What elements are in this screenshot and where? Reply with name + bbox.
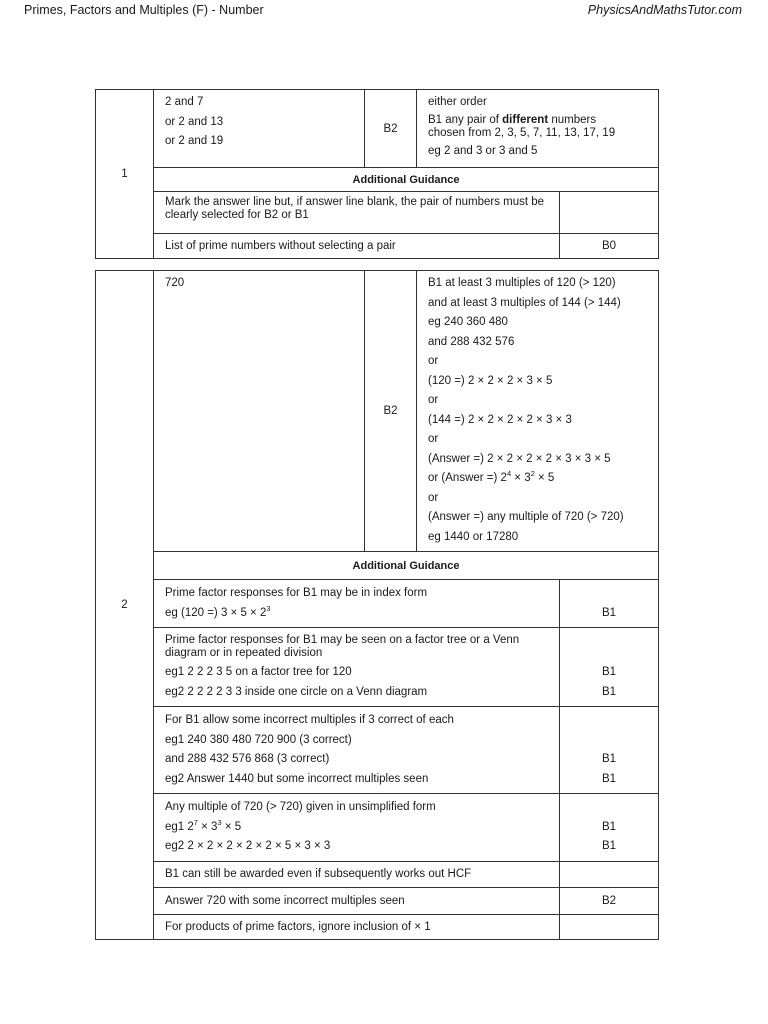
guidance-text: List of prime numbers without selecting a pair (154, 234, 560, 259)
comment-line: or (Answer =) $2^4 \times 3^2 \times 5$ (428, 469, 555, 484)
guidance-heading: Additional Guidance (154, 168, 659, 192)
answer-line: or 2 and 19 (165, 135, 224, 147)
guidance-text: B1 can still be awarded even if subsequently works out HCF (154, 861, 560, 887)
guidance-text (154, 580, 560, 628)
guidance-line: eg1 2 2 2 3 5 on a factor tree for 120 (165, 666, 352, 678)
guidance-line: Prime factor responses for B1 may be seen on a factor tree or a Venn (165, 634, 520, 646)
comment-line: or (428, 433, 439, 445)
guidance-text (154, 628, 560, 707)
mark-label: B1 (601, 606, 617, 619)
question-2-markscheme (95, 270, 659, 940)
mark-cell: B2 (365, 90, 417, 168)
mark-label: B1 (601, 820, 617, 833)
comment-line: eg 2 and 3 or 3 and 5 (428, 144, 538, 157)
guidance-mark (560, 628, 659, 707)
guidance-line: eg2 2 2 2 2 3 3 inside one circle on a Venn diagram (165, 685, 428, 698)
comments-cell (417, 271, 659, 552)
mark-label: B1 (601, 666, 617, 678)
comment-line: and at least 3 multiples of 144 (> 144) (428, 296, 621, 309)
comment-line: (120 =) 2 × 2 × 2 × 3 × 5 (428, 374, 553, 387)
guidance-mark: B0 (560, 234, 659, 259)
question-1-markscheme (95, 89, 659, 259)
answer-line: or 2 and 13 (165, 115, 224, 128)
guidance-mark (560, 707, 659, 794)
comment-line: or (428, 394, 439, 406)
comments-cell (417, 90, 659, 168)
answer-cell (154, 90, 365, 168)
guidance-mark (560, 794, 659, 862)
guidance-line: Prime factor responses for B1 may be in index form (165, 587, 428, 599)
answer-value: 720 (165, 277, 185, 289)
comment-line: B1 at least 3 multiples of 120 (> 120) (428, 277, 616, 289)
guidance-mark (560, 580, 659, 628)
guidance-text: For products of prime factors, ignore inclusion of × 1 (154, 914, 560, 939)
comment-line: eg 240 360 480 (428, 316, 508, 328)
guidance-line: eg2 Answer 1440 but some incorrect multiples seen (165, 772, 429, 785)
guidance-text (154, 794, 560, 862)
source-site: PhysicsAndMathsTutor.com (587, 3, 742, 17)
guidance-line: eg1 $2^7 \times 3^3 \times 5$ (165, 817, 242, 833)
mark-label: B1 (601, 753, 617, 765)
answer-cell (154, 271, 365, 552)
guidance-line: diagram or in repeated division (165, 647, 323, 659)
answer-line: 2 and 7 (165, 96, 204, 108)
guidance-text: Mark the answer line but, if answer line blank, the pair of numbers must be clearly selected for B2 or B1 (154, 192, 560, 234)
question-number: 2 (96, 271, 154, 940)
guidance-heading: Additional Guidance (154, 552, 659, 580)
mark-label: B1 (601, 840, 617, 852)
guidance-mark (560, 192, 659, 234)
comment-line: and 288 432 576 (428, 335, 515, 348)
comment-line: (144 =) 2 × 2 × 2 × 2 × 3 × 3 (428, 413, 572, 426)
question-number: 1 (96, 90, 154, 259)
comment-line: or (428, 491, 439, 504)
guidance-mark (560, 914, 659, 939)
guidance-mark: B2 (560, 887, 659, 914)
guidance-mark (560, 861, 659, 887)
comment-line: (Answer =) any multiple of 720 (> 720) (428, 511, 624, 523)
comment-line: chosen from 2, 3, 5, 7, 11, 13, 17, 19 (428, 126, 616, 139)
guidance-line: eg (120 =) $3 \times 5 \times 2^3$ (165, 603, 271, 619)
comment-line: (Answer =) 2 × 2 × 2 × 2 × 3 × 3 × 5 (428, 452, 611, 465)
guidance-line: For B1 allow some incorrect multiples if 3 correct of each (165, 714, 454, 726)
guidance-text: Answer 720 with some incorrect multiples seen (154, 887, 560, 914)
guidance-line: eg1 240 380 480 720 900 (3 correct) (165, 733, 352, 746)
guidance-line: and 288 432 576 868 (3 correct) (165, 753, 330, 765)
guidance-line: Any multiple of 720 (> 720) given in unsimplified form (165, 801, 436, 813)
comment-line: eg 1440 or 17280 (428, 530, 519, 543)
comment-line: or (428, 355, 439, 367)
mark-cell: B2 (365, 271, 417, 552)
comment-line: B1 any pair of different numbers (428, 113, 597, 126)
guidance-text (154, 707, 560, 794)
document-title: Primes, Factors and Multiples (F) - Number (24, 3, 264, 17)
guidance-line: eg2 2 × 2 × 2 × 2 × 2 × 5 × 3 × 3 (165, 840, 331, 852)
comment-line: either order (428, 96, 487, 108)
mark-label: B1 (601, 685, 617, 698)
mark-label: B1 (601, 772, 617, 785)
